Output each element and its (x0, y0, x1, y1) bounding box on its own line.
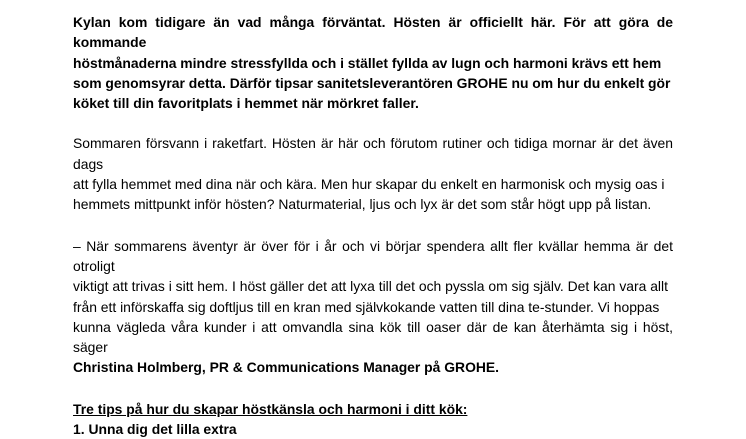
body-line: Sommaren försvann i raketfart. Hösten är här och förutom rutiner och tidiga mornar är det även dags (73, 135, 673, 172)
tips-item-1: 1. Unna dig det lilla extra (73, 421, 237, 438)
tips-heading: Tre tips på hur du skapar höstkänsla och harmoni i ditt kök: (73, 400, 468, 417)
quote-paragraph (73, 236, 673, 378)
quote-line: – När sommarens äventyr är över för i år och vi börjar spendera allt fler kvällar hemma är det otroligt (73, 237, 673, 274)
intro-paragraph (73, 12, 673, 113)
body-line: hemmets mittpunkt inför hösten? Naturmaterial, ljus och lyx är det som står högt upp på listan. (73, 196, 652, 213)
quote-line: viktigt att trivas i sitt hem. I höst gäller det att lyxa till det och pyssla om sig själv. Det kan vara allt (73, 278, 668, 295)
document-body (73, 12, 673, 439)
quote-line: från ett införskaffa sig doftljus till en kran med självkokande vatten till dina te-stunder. Vi hoppas (73, 298, 660, 315)
body-paragraph (73, 133, 673, 214)
intro-line: köket till din favoritplats i hemmet när mörkret faller. (73, 95, 419, 112)
quote-attribution: Christina Holmberg, PR & Communications Manager på GROHE. (73, 359, 500, 376)
body-line: att fylla hemmet med dina när och kära. Men hur skapar du enkelt en harmonisk och mysig oas i (73, 176, 665, 193)
intro-line: som genomsyrar detta. Därför tipsar sanitetsleverantören GROHE nu om hur du enkelt gör (73, 74, 671, 91)
intro-line: höstmånaderna mindre stressfyllda och i stället fyllda av lugn och harmoni krävs ett hem (73, 54, 662, 71)
intro-line: Kylan kom tidigare än vad många förväntat. Hösten är officiellt här. För att göra de kommande (73, 14, 673, 51)
quote-line: kunna vägleda våra kunder i att omvandla sina kök till oaser där de kan återhämta sig i höst, säger (73, 318, 673, 356)
